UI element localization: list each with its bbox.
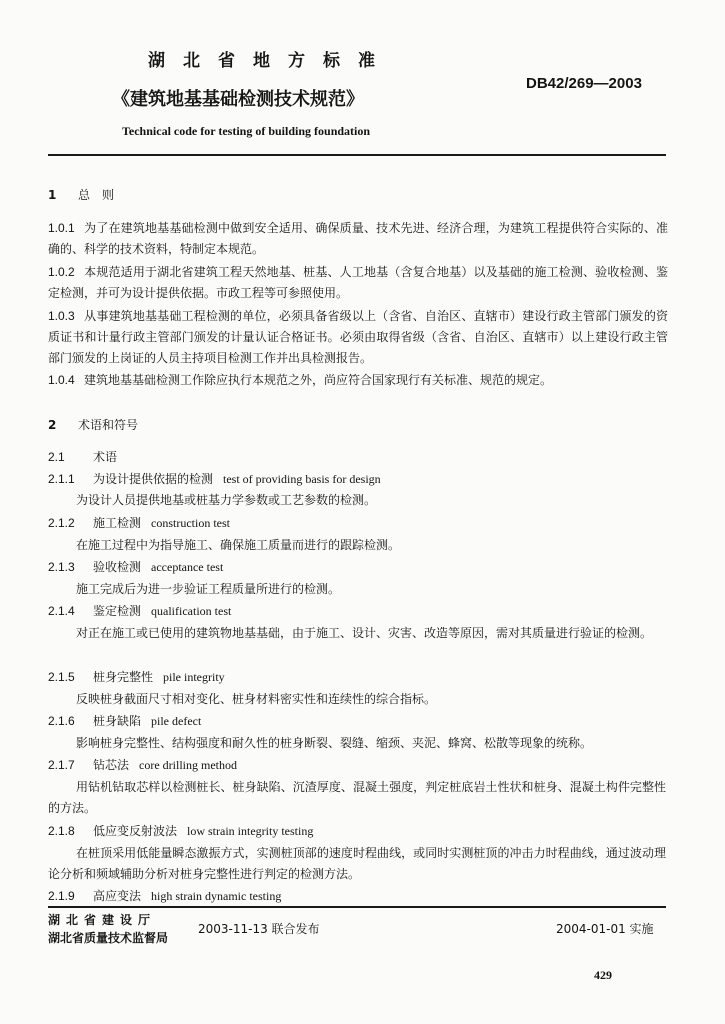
term-number: 2.1.6: [48, 714, 75, 728]
term-english: low strain integrity testing: [187, 824, 314, 838]
term-2-1-3: [48, 558, 223, 575]
term-chinese: 高应变法: [93, 889, 142, 903]
clause-1-0-2: [48, 262, 668, 304]
term-number: 2.1.9: [48, 889, 75, 903]
term-chinese: 为设计提供依据的检测: [93, 472, 214, 486]
clause-text: 本规范适用于湖北省建筑工程天然地基、桩基、人工地基（含复合地基）以及基础的施工检测、验收检测、鉴定检测，并可为设计提供依据。市政工程等可参照使用。: [48, 265, 668, 300]
term-chinese: 低应变反射波法: [93, 824, 178, 838]
footer-divider: [48, 906, 666, 908]
term-definition: 影响桩身完整性、结构强度和耐久性的桩身断裂、裂缝、缩颈、夹泥、蜂窝、松散等现象的统称。: [76, 736, 593, 750]
term-chinese: 施工检测: [93, 516, 142, 530]
term-number: 2.1.8: [48, 824, 75, 838]
header-divider: [48, 154, 666, 156]
english-title: Technical code for testing of building foundation: [122, 124, 371, 138]
effective-date: 2004-01-01 实施: [556, 922, 654, 936]
term-2-1-1: [48, 470, 381, 487]
clause-1-0-4: [48, 370, 668, 391]
term-english: high strain dynamic testing: [151, 889, 282, 903]
term-english: construction test: [151, 516, 230, 530]
term-english: pile integrity: [163, 670, 225, 684]
term-english: core drilling method: [139, 758, 237, 772]
term-number: 2.1.3: [48, 560, 75, 574]
clause-number: 1.0.1: [48, 221, 75, 235]
term-number: 2.1.4: [48, 604, 75, 618]
term-number: 2.1.5: [48, 670, 75, 684]
term-definition: 反映桩身截面尺寸相对变化、桩身材料密实性和连续性的综合指标。: [76, 692, 437, 706]
clause-1-0-1: [48, 218, 668, 260]
term-definition: 在桩顶采用低能量瞬态激振方式，实测桩顶部的速度时程曲线，或同时实测桩顶的冲击力时程曲线，通过波动理论分析和频域辅助分析对桩身完整性进行判定的检测方法。: [48, 846, 666, 881]
section-number: 2: [48, 418, 57, 432]
term-english: qualification test: [151, 604, 232, 618]
term-2-1-6: [48, 712, 201, 729]
clause-1-0-3: [48, 306, 668, 369]
section-title: 术语和符号: [78, 418, 139, 432]
issue-date: 2003-11-13 联合发布: [198, 922, 320, 936]
section-number: 1: [48, 188, 57, 202]
term-2-1-4: [48, 602, 231, 619]
clause-number: 1.0.4: [48, 373, 75, 387]
term-english: test of providing basis for design: [223, 472, 381, 486]
term-chinese: 验收检测: [93, 560, 142, 574]
term-definition: 在施工过程中为指导施工、确保施工质量而进行的跟踪检测。: [76, 538, 401, 552]
term-2-1-7: [48, 756, 237, 773]
issuer-quality-bureau: 湖北省质量技术监督局: [48, 931, 169, 945]
term-chinese: 鉴定检测: [93, 604, 142, 618]
term-definition: 用钻机钻取芯样以检测桩长、桩身缺陷、沉渣厚度、混凝土强度，判定桩底岩土性状和桩身、混凝土构件完整性的方法。: [48, 780, 666, 815]
standard-category-title: 湖北省地方标准: [148, 51, 393, 71]
term-chinese: 桩身缺陷: [93, 714, 142, 728]
term-chinese: 钻芯法: [93, 758, 130, 772]
standard-name: 《建筑地基基础检测技术规范》: [112, 89, 364, 110]
term-2-1-2: [48, 514, 230, 531]
clause-text: 建筑地基基础检测工作除应执行本规范之外，尚应符合国家现行有关标准、规范的规定。: [84, 373, 553, 387]
term-definition: 对正在施工或已使用的建筑物地基基础，由于施工、设计、灾害、改造等原因，需对其质量进行验证的检测。: [76, 626, 653, 640]
section-heading-2: [48, 416, 138, 433]
term-2-1-9: [48, 887, 281, 904]
term-definition: 施工完成后为进一步验证工程质量所进行的检测。: [76, 582, 341, 596]
term-english: pile defect: [151, 714, 202, 728]
standard-code: DB42/269—2003: [526, 75, 642, 92]
issuer-construction-dept: 湖北省建设厅: [48, 913, 157, 927]
clause-text: 为了在建筑地基基础检测中做到安全适用、确保质量、技术先进、经济合理，为建筑工程提供符合实际的、准确的、科学的技术资料，特制定本规范。: [48, 221, 668, 256]
term-number: 2.1.7: [48, 758, 75, 772]
term-number: 2.1.2: [48, 516, 75, 530]
clause-text: 从事建筑地基基础工程检测的单位，必须具备省级以上（含省、自治区、直辖市）建设行政主管部门颁发的资质证书和计量行政主管部门颁发的计量认证合格证书。必须由取得省级（含省、自治区、直辖市）以上建设行政主管部门颁发的上岗证的人员主持项目检测工作并出具检测报告。: [48, 309, 668, 365]
term-number: 2.1.1: [48, 472, 75, 486]
subsection-heading-2-1: [48, 448, 117, 465]
page-number: 429: [594, 968, 612, 982]
clause-number: 1.0.3: [48, 309, 75, 323]
section-title: 总 则: [78, 188, 115, 202]
section-heading-1: [48, 186, 114, 203]
term-2-1-8: [48, 822, 313, 839]
term-chinese: 桩身完整性: [93, 670, 154, 684]
clause-number: 1.0.2: [48, 265, 75, 279]
term-2-1-5: [48, 668, 225, 685]
subsection-title: 术语: [93, 450, 118, 464]
term-english: acceptance test: [151, 560, 224, 574]
subsection-number: 2.1: [48, 450, 65, 464]
term-definition: 为设计人员提供地基或桩基力学参数或工艺参数的检测。: [76, 493, 377, 507]
